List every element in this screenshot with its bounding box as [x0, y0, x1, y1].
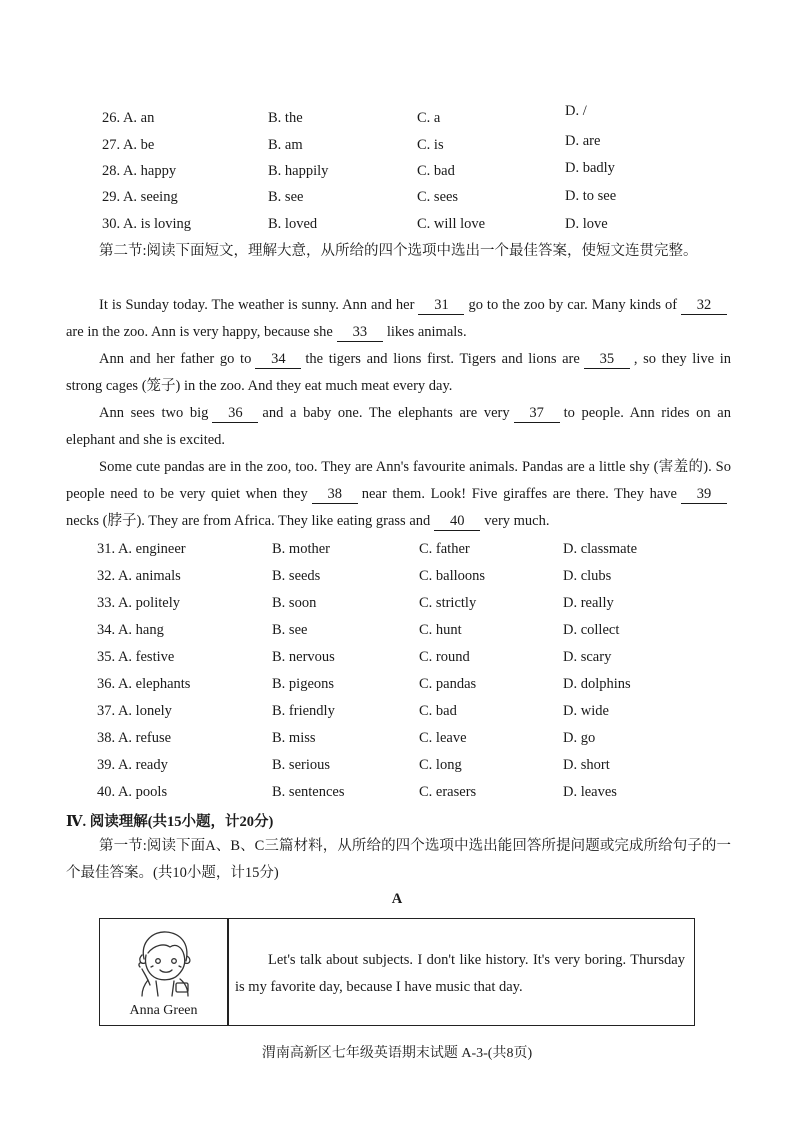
- option-a: 36. A. elephants: [97, 676, 191, 692]
- option-a: 26. A. an: [102, 110, 155, 126]
- option-d: D. short: [563, 757, 610, 773]
- option-row-31: [0, 541, 794, 563]
- option-c: C. leave: [419, 730, 467, 746]
- option-row-28: [0, 160, 794, 185]
- option-d: D. /: [565, 103, 587, 119]
- speech-text: Let's talk about subjects. I don't like history. It's very boring. Thursday is my favorite day, because I have music that day.: [235, 952, 685, 995]
- option-row-30: [0, 216, 794, 238]
- box-divider: [227, 919, 229, 1025]
- option-a: 39. A. ready: [97, 757, 168, 773]
- section2-instructions: 第二节:阅读下面短文，理解大意，从所给的四个选项中选出一个最佳答案，使短文连贯完整。: [99, 243, 698, 259]
- part4-section1-instructions: 第一节:阅读下面A、B、C三篇材料，从所给的四个选项中选出能回答所提问题或完成所给句子的一个最佳答案。(共10小题，计15分): [66, 838, 731, 881]
- option-b: B. am: [268, 137, 303, 153]
- option-c: C. will love: [417, 216, 486, 232]
- passage-paragraph-1: It is Sunday today. The weather is sunny. Ann and her 31 go to the zoo by car. Many kinds of 32are in the zoo. Ann is very happy, because she 33 likes animals.: [66, 292, 731, 346]
- option-c: C. strictly: [419, 595, 477, 611]
- option-d: D. dolphins: [563, 676, 631, 692]
- option-d: D. to see: [565, 188, 617, 204]
- girl-portrait-icon: [130, 925, 200, 997]
- blank-39: 39: [681, 486, 727, 504]
- option-c: C. balloons: [419, 568, 486, 584]
- option-b: B. mother: [272, 541, 330, 557]
- option-a: 31. A. engineer: [97, 541, 186, 557]
- option-row-40: [0, 784, 794, 806]
- option-b: B. friendly: [272, 703, 335, 719]
- option-b: B. pigeons: [272, 676, 335, 692]
- blank-32: 32: [681, 297, 727, 315]
- option-row-29: [0, 189, 794, 211]
- option-c: C. hunt: [419, 622, 462, 638]
- option-row-34: [0, 622, 794, 644]
- option-d: D. are: [565, 133, 601, 149]
- option-b: B. miss: [272, 730, 316, 746]
- option-a: 33. A. politely: [97, 595, 180, 611]
- option-d: D. badly: [565, 160, 615, 176]
- option-d: D. collect: [563, 622, 620, 638]
- option-a: 35. A. festive: [97, 649, 175, 665]
- option-d: D. go: [563, 730, 596, 746]
- option-d: D. clubs: [563, 568, 612, 584]
- passage-paragraph-3: Ann sees two big 36 and a baby one. The elephants are very 37 to people. Ann rides on an elephant and she is excited.: [66, 405, 731, 448]
- option-b: B. happily: [268, 163, 329, 179]
- option-a: 34. A. hang: [97, 622, 164, 638]
- option-a: 37. A. lonely: [97, 703, 172, 719]
- option-a: 30. A. is loving: [102, 216, 192, 232]
- option-c: C. pandas: [419, 676, 477, 692]
- page-footer: 渭南高新区七年级英语期末试题 A-3-(共8页): [261, 1046, 533, 1061]
- option-d: D. love: [565, 216, 608, 232]
- option-b: B. seeds: [272, 568, 321, 584]
- option-row-36: [0, 676, 794, 698]
- option-c: C. is: [417, 137, 444, 153]
- option-c: C. long: [419, 757, 462, 773]
- option-d: D. scary: [563, 649, 612, 665]
- option-d: D. leaves: [563, 784, 617, 800]
- option-b: B. soon: [272, 595, 317, 611]
- option-c: C. a: [417, 110, 441, 126]
- blank-35: 35: [584, 351, 630, 369]
- option-a: 28. A. happy: [102, 163, 177, 179]
- option-b: B. see: [272, 622, 308, 638]
- option-b: B. nervous: [272, 649, 335, 665]
- blank-31: 31: [418, 297, 464, 315]
- option-a: 27. A. be: [102, 137, 155, 153]
- blank-36: 36: [212, 405, 258, 423]
- option-d: D. classmate: [563, 541, 638, 557]
- option-d: D. really: [563, 595, 614, 611]
- passage-paragraph-4: Some cute pandas are in the zoo, too. They are Ann's favourite animals. Pandas are a little shy (害羞的). So people need to be very quiet when they 38 near them. Look! Five giraffes are there. They have 39necks (脖子). They are from Africa. They like eating grass and 40 very much.: [66, 459, 731, 529]
- option-b: B. serious: [272, 757, 330, 773]
- option-b: B. see: [268, 189, 304, 205]
- blank-38: 38: [312, 486, 358, 504]
- section-a-label: A: [391, 891, 403, 907]
- option-c: C. father: [419, 541, 470, 557]
- option-row-33: [0, 595, 794, 617]
- passage-paragraph-2: Ann and her father go to 34 the tigers and lions first. Tigers and lions are 35 , so they live in strong cages (笼子) in the zoo. And they eat much meat every day.: [66, 351, 731, 394]
- option-c: C. sees: [417, 189, 459, 205]
- option-row-37: [0, 703, 794, 725]
- option-c: C. bad: [419, 703, 457, 719]
- option-row-27: [0, 133, 794, 159]
- option-a: 38. A. refuse: [97, 730, 172, 746]
- option-a: 29. A. seeing: [102, 189, 178, 205]
- option-row-38: [0, 730, 794, 752]
- student-name: Anna Green: [129, 1003, 198, 1018]
- option-row-32: [0, 568, 794, 590]
- blank-40: 40: [434, 513, 480, 531]
- blank-37: 37: [514, 405, 560, 423]
- option-b: B. sentences: [272, 784, 345, 800]
- cloze-passage: [66, 292, 731, 535]
- option-row-35: [0, 649, 794, 671]
- option-a: 32. A. animals: [97, 568, 181, 584]
- material-a-box: [99, 918, 695, 1026]
- option-c: C. round: [419, 649, 470, 665]
- option-c: C. erasers: [419, 784, 477, 800]
- blank-33: 33: [337, 324, 383, 342]
- option-c: C. bad: [417, 163, 455, 179]
- option-b: B. the: [268, 110, 303, 126]
- option-row-26: [0, 103, 794, 132]
- option-a: 40. A. pools: [97, 784, 168, 800]
- option-row-39: [0, 757, 794, 779]
- part4-heading: Ⅳ. 阅读理解(共15小题，计20分): [66, 814, 274, 830]
- blank-34: 34: [255, 351, 301, 369]
- option-b: B. loved: [268, 216, 318, 232]
- option-d: D. wide: [563, 703, 609, 719]
